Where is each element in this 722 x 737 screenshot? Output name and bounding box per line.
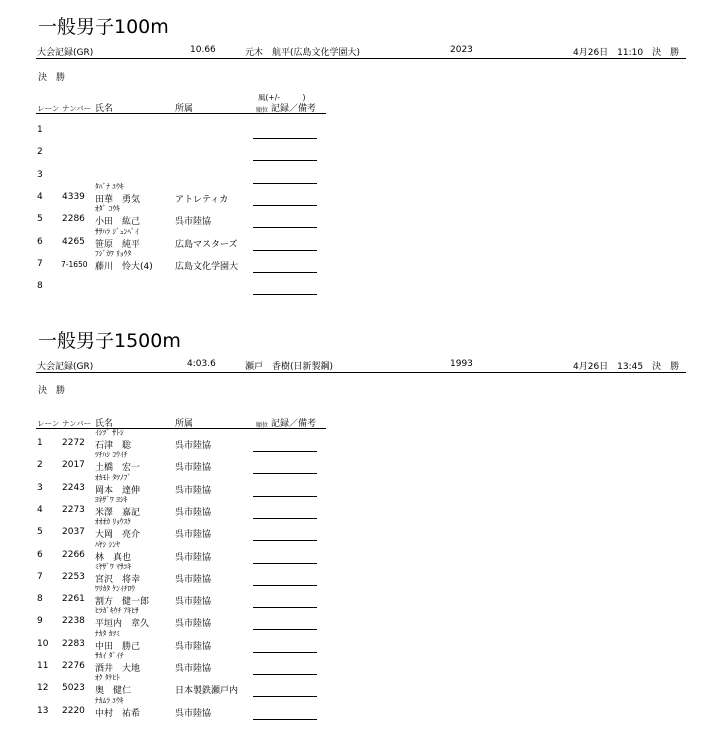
athlete-affiliation: 呉市陸協 (175, 641, 212, 652)
athlete-kana: ﾅｶﾀ ｶﾂﾐ (95, 628, 120, 638)
bib-number: 4339 (62, 191, 85, 202)
athlete-name: 宮沢 将幸 (95, 574, 141, 585)
bib-number: 2266 (62, 549, 85, 560)
athlete-affiliation: 呉市陸協 (175, 574, 212, 585)
athlete-affiliation: 呉市陸協 (175, 552, 212, 563)
record-entry-line (253, 496, 317, 497)
record-label: 大会記録(GR) (37, 362, 94, 372)
athlete-kana: ﾜﾘｶﾀ ｹﾝｲﾁﾛｳ (95, 584, 135, 594)
bib-number: 2253 (62, 571, 85, 582)
record-label: 大会記録(GR) (37, 48, 94, 58)
record-entry-line (253, 183, 317, 184)
record-entry-line (253, 585, 317, 586)
lane-number: 5 (37, 527, 43, 538)
lane-number: 7 (37, 258, 43, 269)
athlete-kana: ｵｸ ﾀｹﾋﾄ (95, 673, 120, 683)
lane-number: 1 (37, 125, 43, 135)
record-time: 4:03.6 (187, 359, 216, 369)
header-rule (36, 372, 686, 373)
record-year: 2023 (450, 45, 473, 55)
col-number: ナンバー (62, 419, 92, 428)
round-label: 決 勝 (38, 73, 66, 83)
athlete-affiliation: 広島マスターズ (175, 239, 238, 250)
col-affiliation: 所属 (175, 419, 194, 429)
lane-number: 3 (37, 482, 43, 493)
bib-number: 2273 (62, 504, 85, 515)
athlete-kana: ﾂﾁﾊｼ ｺｳｲﾁ (95, 450, 128, 460)
athlete-affiliation: 広島文化学園大 (175, 261, 239, 272)
col-record: 記録／備考 (271, 419, 317, 429)
record-entry-line (253, 160, 317, 161)
col-name: 氏名 (95, 104, 114, 114)
athlete-name: 奥 健仁 (95, 686, 132, 697)
record-entry-line (253, 250, 317, 251)
athlete-kana: ﾐﾔｻﾞﾜ ﾏｻﾕｷ (95, 561, 132, 571)
athlete-name: 林 真也 (95, 552, 132, 563)
lane-number: 7 (37, 571, 43, 582)
section-title-1500m: 一般男子1500m (38, 330, 181, 352)
record-entry-line (253, 138, 317, 139)
bib-number: 4265 (62, 236, 85, 247)
athlete-affiliation: 日本製鉄瀬戸内 (175, 686, 239, 697)
bib-number: 2220 (62, 705, 85, 716)
athlete-kana: ﾖﾈｻﾞﾜ ﾖｼｷ (95, 494, 128, 504)
athlete-affiliation: 呉市陸協 (175, 485, 212, 496)
athlete-kana: ｻｶｲ ﾀﾞｲﾁ (95, 651, 124, 660)
athlete-name: 中村 祐希 (95, 708, 141, 719)
athlete-kana: ｵｵｵｶ ﾘｮｳｽｹ (95, 517, 132, 527)
record-entry-line (253, 652, 317, 653)
bib-number: 2017 (62, 460, 85, 471)
athlete-name: 田華 勇気 (95, 194, 141, 205)
col-affiliation: 所属 (175, 104, 194, 114)
record-entry-line (253, 473, 317, 474)
column-header-rule (36, 113, 326, 114)
lane-number: 9 (37, 616, 43, 627)
bib-number: 5023 (62, 683, 85, 694)
athlete-kana: ｵﾀﾞ ｺｳｷ (95, 204, 120, 214)
bib-number: 2286 (62, 214, 85, 225)
lane-number: 8 (37, 281, 43, 292)
column-header-rule (36, 428, 326, 429)
lane-number: 4 (37, 504, 43, 515)
athlete-affiliation: 呉市陸協 (175, 463, 212, 474)
lane-number: 10 (37, 638, 49, 649)
athlete-name: 石津 聡 (95, 441, 132, 451)
lane-number: 8 (37, 594, 43, 605)
record-entry-line (253, 294, 317, 295)
lane-number: 5 (37, 214, 43, 225)
athlete-affiliation: 呉市陸協 (175, 708, 212, 719)
record-entry-line (253, 205, 317, 206)
header-rule (36, 58, 686, 59)
bib-number: 2283 (62, 638, 85, 649)
col-record: 記録／備考 (271, 104, 317, 114)
athlete-kana: ﾋﾗｶﾞｷｳﾁ ｱｷﾋｻ (95, 606, 139, 616)
athlete-kana: ﾀﾊﾞﾅ ﾕｳｷ (95, 181, 124, 191)
bib-number: 7-1650 (61, 259, 88, 269)
athlete-name: 土橋 宏一 (95, 463, 141, 474)
athlete-affiliation: 呉市陸協 (175, 507, 212, 518)
athlete-name: 岡本 達伸 (95, 485, 141, 496)
lane-number: 6 (37, 549, 43, 560)
round-label: 決 勝 (38, 386, 66, 396)
lane-number: 6 (37, 236, 43, 247)
record-entry-line (253, 674, 317, 675)
lane-number: 11 (37, 661, 49, 671)
athlete-name: 中田 勝己 (95, 641, 141, 652)
col-lane: レーン (37, 104, 60, 113)
lane-number: 13 (37, 705, 49, 716)
bib-number: 2261 (62, 594, 85, 605)
record-entry-line (253, 451, 317, 452)
lane-number: 4 (37, 191, 43, 202)
athlete-affiliation: 呉市陸協 (175, 530, 212, 541)
record-entry-line (253, 607, 317, 608)
bib-number: 2037 (62, 527, 85, 538)
athlete-kana: ﾌｼﾞｶﾜ ﾘｮｳﾀ (95, 248, 132, 258)
record-entry-line (253, 629, 317, 630)
section-title-100m: 一般男子100m (38, 16, 169, 38)
athlete-kana: ｻｻﾊﾗ ｼﾞｭﾝﾍﾟｲ (95, 226, 139, 236)
record-time: 10.66 (190, 45, 216, 55)
record-holder: 元木 航平(広島文化学園大) (245, 48, 361, 58)
athlete-name: 大岡 亮介 (95, 530, 141, 541)
athlete-name: 笹原 純平 (95, 239, 141, 250)
lane-number: 12 (37, 683, 49, 694)
athlete-affiliation: 呉市陸協 (175, 619, 212, 630)
record-entry-line (253, 227, 317, 228)
record-entry-line (253, 563, 317, 564)
bib-number: 2272 (62, 438, 85, 448)
athlete-name: 割方 健一郎 (95, 597, 150, 608)
record-entry-line (253, 719, 317, 720)
record-entry-line (253, 696, 317, 697)
record-entry-line (253, 272, 317, 273)
event-schedule: 4月26日 13:45 決 勝 (573, 362, 680, 372)
athlete-affiliation: アトレティカ (175, 194, 229, 205)
athlete-kana: ﾊﾔｼ ｼﾝﾔ (95, 539, 120, 549)
athlete-name: 米澤 嘉記 (95, 507, 141, 518)
record-year: 1993 (450, 359, 473, 369)
athlete-affiliation: 呉市陸協 (175, 597, 212, 608)
athlete-kana: ｵｶﾓﾄ ﾀﾂﾉﾌﾞ (95, 472, 132, 482)
col-rank: 順位 (256, 422, 269, 429)
record-entry-line (253, 518, 317, 519)
athlete-name: 平垣内 章久 (95, 619, 150, 630)
lane-number: 2 (37, 147, 43, 158)
bib-number: 2276 (62, 661, 85, 671)
col-rank: 順位 (256, 107, 269, 114)
athlete-name: 酒井 大地 (95, 664, 141, 674)
lane-number: 3 (37, 169, 43, 180)
athlete-kana: ﾅｶﾑﾗ ﾕｳｷ (95, 695, 124, 705)
col-lane: レーン (37, 419, 60, 428)
wind-label: 風(+/- ) (258, 93, 306, 102)
athlete-name: 藤川 怜大(4) (95, 261, 153, 272)
bib-number: 2238 (62, 616, 85, 627)
athlete-affiliation: 呉市陸協 (175, 217, 212, 228)
athlete-name: 小田 紘己 (95, 217, 141, 228)
record-holder: 瀬戸 香樹(日新製鋼) (245, 362, 334, 372)
athlete-kana: ｲｼﾂﾞ ｻﾄｼ (95, 428, 124, 437)
col-name: 氏名 (95, 419, 114, 429)
col-number: ナンバー (62, 104, 92, 113)
lane-number: 1 (37, 438, 43, 448)
lane-number: 2 (37, 460, 43, 471)
record-entry-line (253, 540, 317, 541)
bib-number: 2243 (62, 482, 85, 493)
event-schedule: 4月26日 11:10 決 勝 (573, 48, 680, 58)
athlete-affiliation: 呉市陸協 (175, 664, 212, 674)
athlete-affiliation: 呉市陸協 (175, 441, 212, 451)
